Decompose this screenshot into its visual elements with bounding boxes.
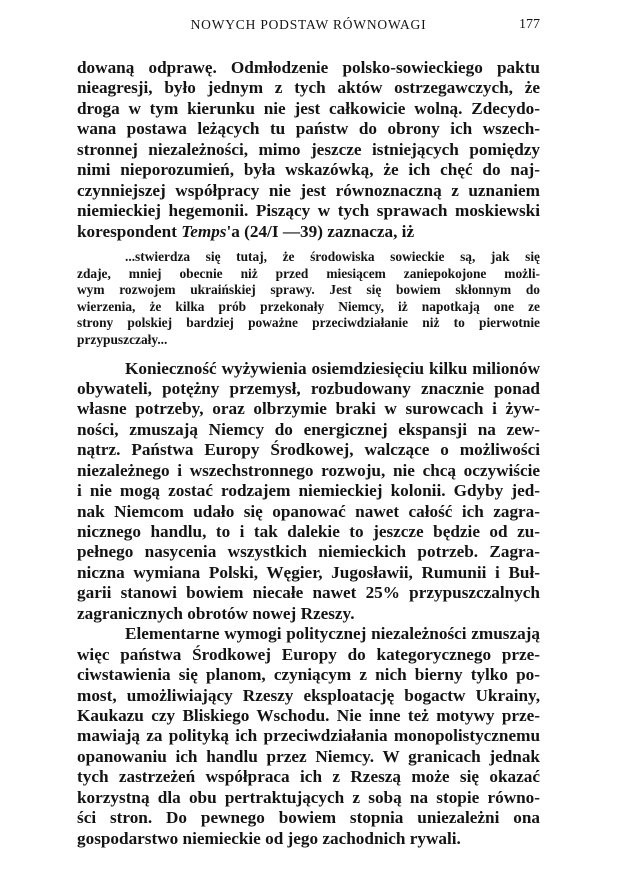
text-line: więc państwa Środkowej Europy do kategorycznego prze- xyxy=(77,644,540,664)
text-line: i nie mogą zostać rodzajem niemieckiej kolonii. Gdyby jed- xyxy=(77,481,540,501)
text-line: opanowaniu ich handlu przez Niemcy. W granicach jednak xyxy=(77,746,540,766)
text-line: nątrz. Państwa Europy Środkowej, walczące o możliwości xyxy=(77,440,540,460)
text-line: garii stanowi bowiem niecałe nawet 25% przypuszczalnych xyxy=(77,583,540,603)
page-header xyxy=(77,17,540,37)
text-line: droga w tym kierunku nie jest całkowicie wolną. Zdecydo- xyxy=(77,98,540,118)
text-line: most, umożliwiający Rzeszy eksploatację bogactw Ukrainy, xyxy=(77,685,540,705)
text-line: tych zastrzeżeń współpraca ich z Rzeszą może się okazać xyxy=(77,767,540,787)
quote-line: zdaje, mniej obecnie niż przed miesiącem zaniepokojone możli- xyxy=(77,265,540,281)
text-line: niemieckiej hegemonii. Piszący w tych sprawach moskiewski xyxy=(77,201,540,221)
text-line: ciwstawienia się planom, czyniącym z nich bierny tylko po- xyxy=(77,665,540,685)
text-line: czynniejszej współpracy nie jest równoznaczną z uznaniem xyxy=(77,180,540,200)
text-line: nimi nieporozumień, była wskazówką, że ich chęć do naj- xyxy=(77,160,540,180)
text-line: zagranicznych obrotów nowej Rzeszy. xyxy=(77,603,355,623)
paragraph-1 xyxy=(77,58,540,242)
quote-line: wym rozwojem ukraińskiej sprawy. Jest się bowiem skłonnym do xyxy=(77,282,540,298)
text-line: pełnego nasycenia wszystkich niemieckich potrzeb. Zagra- xyxy=(77,542,540,562)
quote-line: przypuszczały... xyxy=(77,331,168,347)
text-line: nak Niemcom udało się opanować nawet całość ich zagra- xyxy=(77,501,540,521)
quote-line: wierzenia, że kilka prób przekonały Niemcy, iż napotkają one ze xyxy=(77,298,540,314)
page-body xyxy=(77,58,540,849)
quote-line: ...stwierdza się tutaj, że środowiska sowieckie są, jak się xyxy=(125,248,540,264)
text-line: mawiają za polityką ich przeciwdziałania monopolistycznemu xyxy=(77,726,540,746)
text-line: ności, zmuszają Niemcy do energicznej ekspansji na zew- xyxy=(77,419,540,439)
text-line: Kaukazu czy Bliskiego Wschodu. Nie inne też motywy prze- xyxy=(77,705,540,725)
text-fragment: 'a (24/I —39) zaznacza, iż xyxy=(226,221,415,241)
running-title: NOWYCH PODSTAW RÓWNOWAGI xyxy=(190,17,427,32)
block-quote xyxy=(77,249,540,349)
text-line: własne potrzeby, oraz olbrzymie braki w surowcach i żyw- xyxy=(77,399,540,419)
text-line: niczna wymiana Polski, Węgier, Jugosławii, Rumunii i Buł- xyxy=(77,562,540,582)
text-line: korzystną dla obu pertraktujących z sobą na stopie równo- xyxy=(77,787,540,807)
text-line: nieagresji, było jednym z tych aktów ostrzegawczych, że xyxy=(77,78,540,98)
paragraph-3 xyxy=(77,624,540,849)
page-number: 177 xyxy=(519,17,540,32)
italic-title-temps: Temps xyxy=(181,221,227,241)
quote-line: strony polskiej bardziej poważne przeciwdziałanie niż to pierwotnie xyxy=(77,315,540,331)
text-line: gospodarstwo niemieckie od jego zachodnich rywali. xyxy=(77,828,461,848)
text-fragment: korespondent xyxy=(77,221,182,241)
text-line: niezależnego i wszechstronnego rozwoju, nie chcą oczywiście xyxy=(77,460,540,480)
text-line xyxy=(77,222,540,242)
text-line: stronnej niezależności, mimo jeszcze istniejących pomiędzy xyxy=(77,139,540,159)
text-line: wana postawa leżących tu państw do obrony ich wszech- xyxy=(77,119,540,139)
text-line: Elementarne wymogi politycznej niezależności zmuszają xyxy=(125,624,540,644)
text-line: dowaną odprawę. Odmłodzenie polsko-sowieckiego paktu xyxy=(77,58,540,77)
paragraph-2 xyxy=(77,359,540,625)
text-line: obywateli, potężny przemysł, rozbudowany znacznie ponad xyxy=(77,378,540,398)
text-line: ści stron. Do pewnego bowiem stopnia uniezależni ona xyxy=(77,808,540,828)
text-line: Konieczność wyżywienia osiemdziesięciu kilku milionów xyxy=(125,358,540,378)
text-line: nicznego handlu, to i tak dalekie to jeszcze będzie od zu- xyxy=(77,522,540,541)
